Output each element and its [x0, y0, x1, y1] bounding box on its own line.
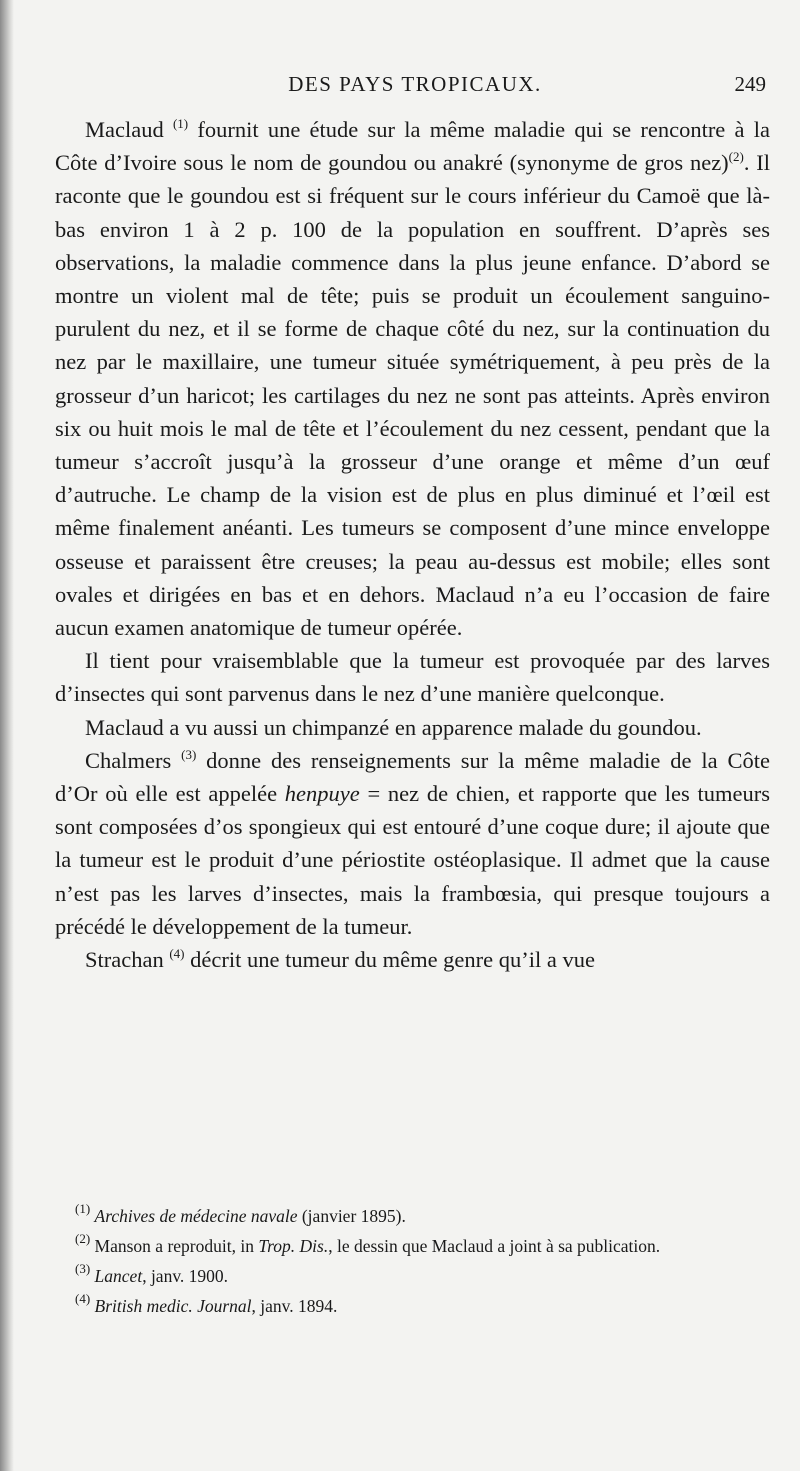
text-run: (janvier 1895). [297, 1206, 406, 1226]
italic-text: henpuye [284, 781, 360, 807]
page-edge-shadow [0, 0, 14, 1471]
footnote [55, 1203, 770, 1229]
italic-text: Archives de médecine navale [94, 1206, 298, 1226]
text-run: Chalmers [85, 747, 182, 773]
footnote-call: (3) [181, 746, 197, 762]
text-run: = nez de chien, et rapporte que les tumeurs sont composées d’os spongieux qui est entouré d’une coque dure; il ajoute que la tumeur est le produit d’une périostite ostéoplasique. Il admet que la cause n’est pas les larves d’insectes, mais la frambœsia, qui presque toujours a précédé le développement de la tumeur. [55, 781, 770, 939]
body-text [55, 113, 770, 976]
paragraph [55, 943, 770, 976]
paragraph [55, 644, 770, 710]
page-number: 249 [734, 72, 766, 96]
text-run: Il tient pour vraisemblable que la tumeur est provoquée par des larves d’insectes qui sont parvenus dans le nez d’une manière quelconque. [55, 648, 770, 707]
running-title: DES PAYS TROPICAUX. [288, 72, 542, 96]
footnote-call: (2) [728, 149, 744, 165]
text-run: , janv. 1900. [142, 1266, 229, 1286]
text-run: , le dessin que Maclaud a joint à sa publication. [328, 1236, 661, 1256]
footnote [55, 1293, 770, 1319]
text-run: Maclaud a vu aussi un chimpanzé en apparence malade du goundou. [85, 714, 702, 740]
italic-text: Lancet [94, 1266, 143, 1286]
text-run: Manson a reproduit, in [90, 1236, 259, 1256]
footnote [55, 1263, 770, 1289]
footnote-call: (4) [75, 1291, 91, 1306]
italic-text: Trop. Dis. [258, 1236, 329, 1256]
text-run: décrit une tumeur du même genre qu’il a vue [184, 947, 595, 973]
footnote-call: (1) [172, 116, 189, 131]
footnotes [55, 1203, 770, 1323]
text-run: Strachan [85, 947, 170, 973]
footnote-call: (2) [75, 1231, 91, 1246]
footnote-call: (4) [169, 946, 185, 962]
text-run: , janv. 1894. [251, 1296, 338, 1316]
page-header [60, 72, 770, 102]
text-run: fournit une étude sur la même maladie qui se rencontre à la Côte d’Ivoire sous le nom de goundou ou anakré (synonyme de gros nez) [55, 117, 770, 176]
paragraph [55, 113, 770, 644]
paragraph [55, 711, 770, 744]
text-run: . Il raconte que le goundou est si fréquent sur le cours inférieur du Camoë que là-bas environ 1 à 2 p. 100 de la population en souffrent. D’après ses observations, la maladie commence dans la plus jeune enfance. D’abord se montre un violent mal de tête; puis se produit un écoulement sanguino-purulent du nez, et il se forme de chaque côté du nez, sur la continuation du nez par le maxillaire, une tumeur située symétriquement, à peu près de la grosseur d’un haricot; les cartilages du nez ne sont pas atteints. Après environ six ou huit mois le mal de tête et l’écoulement du nez cessent, pendant que la tumeur s’accroît jusqu’à la grosseur d’une orange et même d’un œuf d’autruche. Le champ de la vision est de plus en plus diminué et l’œil est même finalement anéanti. Les tumeurs se composent d’une mince enveloppe osseuse et paraissent être creuses; la peau au-dessus est mobile; elles sont ovales et dirigées en bas et en dehors. Maclaud n’a eu l’occasion de faire aucun examen anatomique de tumeur opérée. [55, 150, 770, 641]
footnote [55, 1233, 770, 1259]
text-run: donne des renseignements sur la même maladie de la Côte d’Or où elle est appelée [55, 747, 770, 807]
paragraph [55, 744, 770, 943]
italic-text: British medic. Journal [94, 1296, 252, 1316]
text-run: Maclaud [85, 117, 173, 142]
footnote-call: (1) [75, 1201, 91, 1216]
footnote-call: (3) [75, 1261, 91, 1276]
